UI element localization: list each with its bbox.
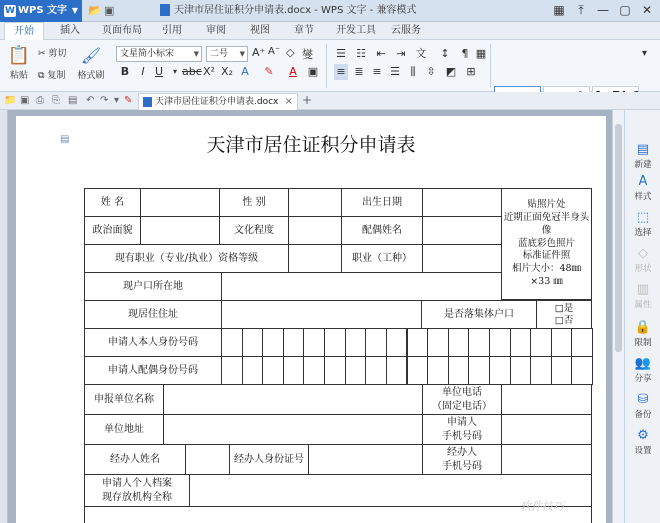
text-effect-icon[interactable]: A <box>241 65 249 78</box>
border-icon[interactable]: ⊞ <box>466 65 476 78</box>
sort-icon[interactable]: ↕ <box>440 47 450 60</box>
id-digit-box[interactable] <box>489 328 511 357</box>
id-digit-box[interactable] <box>468 356 490 385</box>
id-digit-box[interactable] <box>510 328 532 357</box>
id-digit-box[interactable] <box>551 356 573 385</box>
bullets-icon[interactable]: ☰ <box>336 47 346 60</box>
value-job-cert[interactable] <box>288 244 342 273</box>
vertical-scrollbar[interactable] <box>612 110 624 523</box>
redo-icon[interactable]: ↷ <box>100 95 109 106</box>
document-tab[interactable]: 天津市居住证积分申请表.docx × <box>138 93 298 110</box>
brush-icon: 🖌 <box>80 46 102 65</box>
tab-developer[interactable]: 开发工具 <box>336 25 376 36</box>
lock-icon: 🔒 <box>634 320 652 335</box>
chinese-layout-icon[interactable]: 文 <box>415 47 427 60</box>
tab-view[interactable]: 视图 <box>250 25 270 36</box>
chevron-down-icon: ▼ <box>193 50 199 58</box>
value-education[interactable] <box>288 216 342 245</box>
checkbox-no[interactable]: □否 <box>554 314 574 326</box>
label-employer: 申报单位名称 <box>84 384 164 415</box>
format-painter-button[interactable]: 🖌 格式刷 <box>77 46 105 81</box>
highlight-icon[interactable]: ✎ <box>264 65 274 78</box>
tab-section[interactable]: 章节 <box>294 25 314 36</box>
chevron-down-icon[interactable]: ▾ <box>172 67 177 76</box>
chevron-down-icon[interactable]: ▾ <box>114 95 120 106</box>
justify-icon[interactable]: ☰ <box>390 65 400 78</box>
id-digit-box[interactable] <box>303 328 325 357</box>
watermark: 软件技巧 <box>520 500 564 513</box>
document-workspace <box>0 110 612 523</box>
collective-options <box>536 300 592 329</box>
decrease-indent-icon[interactable]: ⇤ <box>376 47 386 60</box>
document-tab-bar <box>0 92 660 110</box>
value-job[interactable] <box>422 244 502 273</box>
label-education: 文化程度 <box>219 216 289 245</box>
table-icon[interactable]: ▦ <box>475 47 487 60</box>
font-size-select[interactable]: 二号 ▼ <box>206 46 248 62</box>
id-digit-box[interactable] <box>530 356 552 385</box>
side-share-button[interactable]: 👥 分享 <box>625 356 660 384</box>
wps-logo-icon: W <box>5 6 15 16</box>
id-digit-box[interactable] <box>530 328 552 357</box>
label-agent-mobile: 经办人 手机号码 <box>422 444 502 475</box>
id-digit-box[interactable] <box>407 328 429 357</box>
id-digit-box[interactable] <box>365 328 387 357</box>
id-digit-box[interactable] <box>448 328 470 357</box>
share-icon: 👥 <box>634 356 652 371</box>
id-digit-box[interactable] <box>448 356 470 385</box>
label-gender: 性 别 <box>219 188 289 217</box>
new-tab-icon[interactable]: + <box>302 93 313 107</box>
chevron-down-icon: ▼ <box>71 6 78 15</box>
clear-format-icon[interactable]: ◇ <box>286 46 295 59</box>
close-icon[interactable]: ✕ <box>641 3 653 17</box>
value-agent-id[interactable] <box>308 444 423 475</box>
value-employer[interactable] <box>163 384 423 415</box>
document-page[interactable] <box>16 116 606 523</box>
value-name[interactable] <box>140 188 220 217</box>
label-job: 职业（工种） <box>341 244 423 273</box>
document-heading: 天津市居住证积分申请表 <box>206 134 416 156</box>
align-left-icon[interactable]: ≡ <box>334 64 348 80</box>
char-shading-icon[interactable]: ▣ <box>307 65 319 78</box>
value-residence[interactable] <box>221 300 422 329</box>
id-digit-box[interactable] <box>468 328 490 357</box>
shape-icon: ◇ <box>638 246 648 261</box>
id-digit-box[interactable] <box>510 356 532 385</box>
paste-button[interactable]: 📋 粘贴 <box>4 44 34 81</box>
id-digit-box[interactable] <box>427 328 449 357</box>
shrink-font-icon[interactable]: A⁻ <box>268 46 281 57</box>
maximize-icon[interactable]: ▢ <box>619 3 631 17</box>
side-style-button[interactable]: A 样式 <box>625 174 660 202</box>
scissors-icon: ✂ <box>38 49 46 59</box>
side-panel <box>624 110 660 523</box>
subscript-icon[interactable]: X₂ <box>221 65 233 78</box>
underline-icon[interactable]: U <box>154 65 164 78</box>
close-tab-icon[interactable]: × <box>284 96 293 107</box>
id-digit-box[interactable] <box>242 356 264 385</box>
backup-icon: ⛁ <box>637 392 649 407</box>
fullscreen-icon[interactable]: ⤒ <box>578 3 584 17</box>
value-employer-addr[interactable] <box>163 414 423 445</box>
undo-icon[interactable]: ↶ <box>86 95 95 106</box>
line-spacing-icon[interactable]: ⇳ <box>426 65 436 78</box>
id-digit-box[interactable] <box>221 328 243 357</box>
vertical-ruler <box>0 110 8 523</box>
property-icon: ▥ <box>636 282 650 297</box>
increase-indent-icon[interactable]: ⇥ <box>396 47 406 60</box>
side-backup-button[interactable]: ⛁ 备份 <box>625 392 660 420</box>
show-marks-icon[interactable]: ¶ <box>461 47 469 60</box>
wps-menu-button[interactable] <box>0 0 82 22</box>
tab-references[interactable]: 引用 <box>162 25 182 36</box>
id-digit-box[interactable] <box>386 328 408 357</box>
checkbox-yes[interactable]: □是 <box>554 303 574 315</box>
cut-button[interactable]: ✂ 剪切 <box>38 49 67 59</box>
id-digit-box[interactable] <box>571 356 593 385</box>
id-digit-box[interactable] <box>242 328 264 357</box>
numbering-icon[interactable]: ☷ <box>356 47 366 60</box>
label-job-cert: 现有职业（专业/执业）资格等级 <box>84 244 289 273</box>
id-digit-box[interactable] <box>324 356 346 385</box>
id-digit-box[interactable] <box>365 356 387 385</box>
label-hukou: 现户口所在地 <box>84 272 222 301</box>
save-icon[interactable]: ▣ <box>20 95 30 106</box>
minimize-icon[interactable]: — <box>597 3 609 17</box>
phonetic-icon[interactable]: 燮 <box>302 48 313 61</box>
id-digit-box[interactable] <box>571 328 593 357</box>
print-preview-icon[interactable]: ⎙ <box>36 95 44 106</box>
value-gender[interactable] <box>288 188 342 217</box>
label-agent-id: 经办人身份证号 <box>229 444 309 475</box>
id-digit-box[interactable] <box>283 356 305 385</box>
new-doc-icon: ▤ <box>636 142 650 157</box>
strikethrough-icon[interactable]: abc <box>182 65 202 78</box>
label-name: 姓 名 <box>84 188 141 217</box>
print-icon[interactable]: ⎘ <box>52 95 60 106</box>
select-icon: ⬚ <box>636 210 650 225</box>
document-icon <box>160 4 170 16</box>
tab-cloud[interactable]: 云服务 <box>391 25 421 36</box>
font-color-icon[interactable]: A <box>289 65 297 78</box>
copy-icon: ⧉ <box>38 71 45 81</box>
label-birth: 出生日期 <box>341 188 423 217</box>
export-pdf-icon[interactable]: ▤ <box>68 95 78 106</box>
tab-insert[interactable]: 插入 <box>60 25 80 36</box>
id-digit-box[interactable] <box>303 356 325 385</box>
tab-page-layout[interactable]: 页面布局 <box>102 25 142 36</box>
window-title: 天津市居住证积分申请表.docx - WPS 文字 - 兼容模式 <box>160 0 416 22</box>
id-digit-box[interactable] <box>221 356 243 385</box>
grow-font-icon[interactable]: A⁺ <box>252 46 266 59</box>
label-employer-addr: 单位地址 <box>84 414 164 445</box>
id-digit-box[interactable] <box>262 328 284 357</box>
id-digit-box[interactable] <box>283 328 305 357</box>
label-archive: 申请人个人档案 现存放机构全称 <box>84 474 190 507</box>
label-id-spouse: 申请人配偶身份号码 <box>84 356 222 385</box>
open-icon[interactable]: 📂 <box>88 4 102 17</box>
id-digit-box[interactable] <box>407 356 429 385</box>
app-name: WPS 文字 <box>18 5 68 16</box>
table-next-row <box>84 506 592 523</box>
side-settings-button[interactable]: ⚙ 设置 <box>625 428 660 456</box>
label-politics: 政治面貌 <box>84 216 141 245</box>
tab-review[interactable]: 审阅 <box>206 25 226 36</box>
value-agent-name[interactable] <box>185 444 230 475</box>
photo-box: 贴照片处 近期正面免冠半身头像 蓝底彩色照片 标准证件照 相片大小：48㎜×33 ㎜ <box>501 188 592 300</box>
label-residence: 现居住住址 <box>84 300 222 329</box>
ribbon <box>0 40 660 92</box>
value-hukou[interactable] <box>221 272 502 301</box>
label-id-self: 申请人本人身份号码 <box>84 328 222 357</box>
font-name-select[interactable]: 文星简小标宋 ▼ <box>116 46 202 62</box>
label-employer-phone: 单位电话 （固定电话） <box>422 384 502 415</box>
id-digit-box[interactable] <box>324 328 346 357</box>
value-employer-phone[interactable] <box>501 384 592 415</box>
chevron-down-icon: ▼ <box>239 50 245 58</box>
pin-icon[interactable]: ✎ <box>124 95 133 106</box>
label-collective: 是否落集体户口 <box>421 300 537 329</box>
label-applicant-mobile: 申请人 手机号码 <box>422 414 502 445</box>
skin-icon[interactable]: ▦ <box>553 3 565 17</box>
italic-icon[interactable]: I <box>141 65 145 78</box>
label-agent-name: 经办人姓名 <box>84 444 186 475</box>
tab-home[interactable]: 开始 <box>4 22 44 40</box>
align-right-icon[interactable]: ≡ <box>372 65 382 78</box>
styles-more-icon[interactable]: ▾ <box>642 48 648 59</box>
id-digit-box[interactable] <box>386 356 408 385</box>
value-spouse-name[interactable] <box>422 216 502 245</box>
id-digit-box[interactable] <box>489 356 511 385</box>
scrollbar-thumb[interactable] <box>615 124 622 352</box>
gear-icon: ⚙ <box>637 428 649 443</box>
menu-bar <box>0 22 660 40</box>
id-digit-box[interactable] <box>551 328 573 357</box>
side-select-button[interactable]: ⬚ 选择 <box>625 210 660 238</box>
superscript-icon[interactable]: X² <box>203 65 215 78</box>
shading-icon[interactable]: ◩ <box>445 65 457 78</box>
id-digit-box[interactable] <box>427 356 449 385</box>
side-restrict-button[interactable]: 🔒 限制 <box>625 320 660 348</box>
page-icon: ▤ <box>60 134 70 145</box>
side-property-button[interactable]: ▥ 属性 <box>625 282 660 310</box>
value-politics[interactable] <box>140 216 220 245</box>
label-spouse-name: 配偶姓名 <box>341 216 423 245</box>
document-icon <box>143 97 152 107</box>
id-digit-box[interactable] <box>345 356 367 385</box>
style-icon: A <box>638 174 648 189</box>
id-digit-box[interactable] <box>262 356 284 385</box>
value-applicant-mobile[interactable] <box>501 414 592 445</box>
side-shape-button[interactable]: ◇ 形状 <box>625 246 660 274</box>
clipboard-icon: 📋 <box>7 45 31 66</box>
bold-icon[interactable]: B <box>120 65 130 78</box>
distribute-icon[interactable]: ⫼ <box>410 65 416 78</box>
side-new-button[interactable]: ▤ 新建 <box>625 142 660 170</box>
copy-button[interactable]: ⧉ 复制 <box>38 71 66 81</box>
folder-icon[interactable]: 📁 <box>4 95 17 106</box>
save-icon[interactable]: ▣ <box>104 4 115 17</box>
id-digit-box[interactable] <box>345 328 367 357</box>
value-birth[interactable] <box>422 188 502 217</box>
align-center-icon[interactable]: ≣ <box>354 65 364 78</box>
title-bar <box>0 0 660 22</box>
value-agent-mobile[interactable] <box>501 444 592 475</box>
